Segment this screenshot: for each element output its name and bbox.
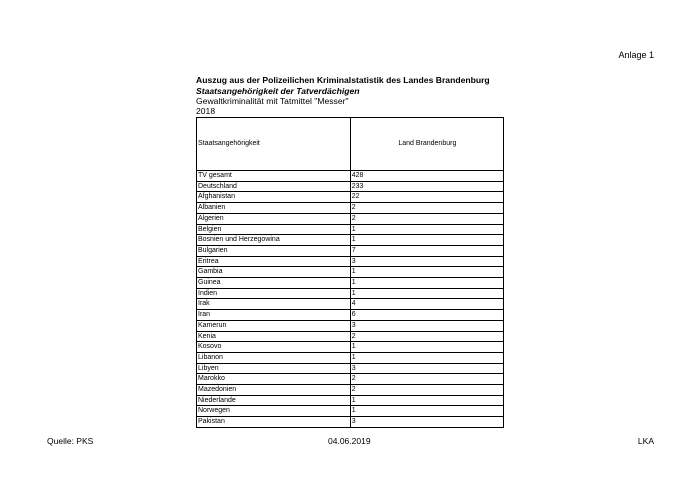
table-row (197, 385, 504, 396)
nationality-cell: Albanien (197, 203, 351, 214)
document-header (196, 75, 516, 116)
count-cell: 1 (350, 224, 503, 235)
table-row (197, 267, 504, 278)
nationality-cell: Libanon (197, 352, 351, 363)
table-row (197, 331, 504, 342)
nationality-cell: Bosnien und Herzegowina (197, 235, 351, 246)
table-row (197, 374, 504, 385)
footer-source: Quelle: PKS (47, 436, 94, 446)
footer-agency: LKA (637, 436, 654, 446)
nationality-cell: Gambia (197, 267, 351, 278)
column-header-region: Land Brandenburg (350, 118, 503, 171)
annex-label: Anlage 1 (618, 50, 654, 60)
nationality-cell: Kamerun (197, 320, 351, 331)
table-row (197, 245, 504, 256)
table-row (197, 342, 504, 353)
nationality-cell: Belgien (197, 224, 351, 235)
count-cell: 2 (350, 331, 503, 342)
count-cell: 2 (350, 374, 503, 385)
nationality-cell: TV gesamt (197, 171, 351, 182)
count-cell: 233 (350, 181, 503, 192)
count-cell: 4 (350, 299, 503, 310)
table-row (197, 256, 504, 267)
document-description: Gewaltkriminalität mit Tatmittel "Messer" (196, 95, 349, 106)
nationality-cell: Irak (197, 299, 351, 310)
count-cell: 2 (350, 213, 503, 224)
count-cell: 2 (350, 385, 503, 396)
nationality-cell: Deutschland (197, 181, 351, 192)
table-row (197, 417, 504, 428)
count-cell: 7 (350, 245, 503, 256)
table-row (197, 363, 504, 374)
nationality-cell: Eritrea (197, 256, 351, 267)
count-cell: 1 (350, 267, 503, 278)
nationality-cell: Libyen (197, 363, 351, 374)
nationality-cell: Mazedonien (197, 385, 351, 396)
count-cell: 1 (350, 288, 503, 299)
nationality-cell: Iran (197, 310, 351, 321)
count-cell: 6 (350, 310, 503, 321)
table-row (197, 235, 504, 246)
count-cell: 3 (350, 320, 503, 331)
nationality-cell: Kenia (197, 331, 351, 342)
document-title: Auszug aus der Polizeilichen Kriminalstatistik des Landes Brandenburg (196, 75, 490, 85)
nationality-cell: Pakistan (197, 417, 351, 428)
table-row (197, 320, 504, 331)
count-cell: 22 (350, 192, 503, 203)
count-cell: 1 (350, 395, 503, 406)
count-cell: 1 (350, 342, 503, 353)
nationality-cell: Guinea (197, 278, 351, 289)
column-header-nationality: Staatsangehörigkeit (197, 118, 351, 171)
table-row (197, 171, 504, 182)
table-row (197, 224, 504, 235)
nationality-cell: Niederlande (197, 395, 351, 406)
nationality-cell: Afghanistan (197, 192, 351, 203)
table-row (197, 192, 504, 203)
count-cell: 1 (350, 352, 503, 363)
count-cell: 3 (350, 363, 503, 374)
count-cell: 2 (350, 203, 503, 214)
table-row (197, 406, 504, 417)
table-row (197, 213, 504, 224)
table-row (197, 181, 504, 192)
count-cell: 3 (350, 256, 503, 267)
footer-date: 04.06.2019 (328, 436, 371, 446)
statistics-table (196, 117, 504, 428)
document-subtitle: Staatsangehörigkeit der Tatverdächigen (196, 85, 360, 96)
nationality-cell: Indien (197, 288, 351, 299)
table-row (197, 395, 504, 406)
nationality-cell: Kosovo (197, 342, 351, 353)
table-row (197, 352, 504, 363)
count-cell: 428 (350, 171, 503, 182)
nationality-cell: Algerien (197, 213, 351, 224)
count-cell: 1 (350, 278, 503, 289)
table-row (197, 278, 504, 289)
nationality-cell: Marokko (197, 374, 351, 385)
count-cell: 1 (350, 235, 503, 246)
table-row (197, 203, 504, 214)
count-cell: 1 (350, 406, 503, 417)
nationality-cell: Bulgarien (197, 245, 351, 256)
count-cell: 3 (350, 417, 503, 428)
table-row (197, 299, 504, 310)
table-row (197, 310, 504, 321)
nationality-cell: Norwegen (197, 406, 351, 417)
table-row (197, 288, 504, 299)
document-year: 2018 (196, 105, 216, 116)
table-header-row (197, 118, 504, 171)
